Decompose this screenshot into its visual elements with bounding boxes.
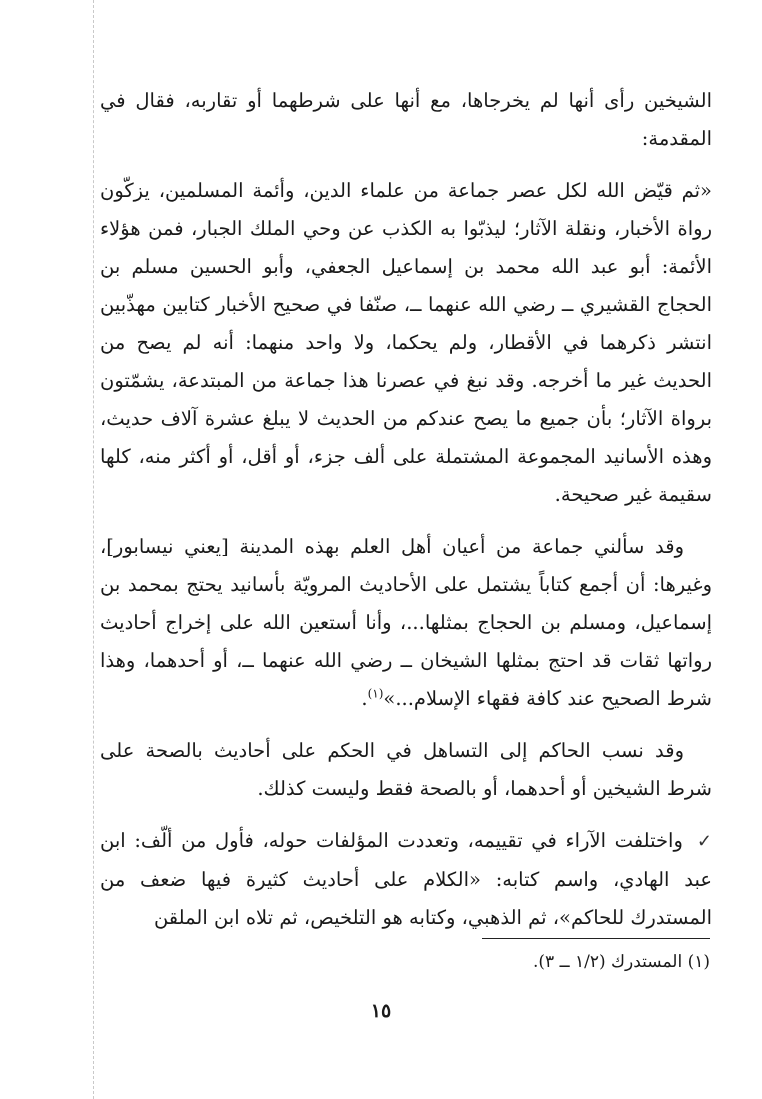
paragraph-1-text: الشيخين رأى أنها لم يخرجاها، مع أنها على شرطهما أو تقاربه، فقال في المقدمة: <box>100 89 712 150</box>
page-number: ١٥ <box>370 1000 392 1022</box>
footnote: (١) المستدرك (١/٢ ــ ٣). <box>533 952 710 972</box>
paragraph-4 <box>100 732 712 808</box>
page-edge-line <box>93 0 94 1099</box>
main-text-block <box>100 82 712 937</box>
paragraph-4-text: وقد نسب الحاكم إلى التساهل في الحكم على أحاديث بالصحة على شرط الشيخين أو أحدهما، أو بالصحة فقط وليست كذلك. <box>100 739 712 800</box>
paragraph-3-end: . <box>361 687 368 710</box>
footnote-divider <box>482 938 710 939</box>
paragraph-3-text: وقد سألني جماعة من أعيان أهل العلم بهذه المدينة [يعني نيسابور]، وغيرها: أن أجمع كتاباً يشتمل على الأحاديث المرويّة بأسانيد يحتج بمحمد بن إسماعيل، ومسلم بن الحجاج بمثلها...، وأنا أستعين الله على إخراج أحاديث رواتها ثقات قد احتج بمثلها الشيخان ــ رضي الله عنهما ــ، أو أحدهما، وهذا شرط الصحيح عند كافة فقهاء الإسلام...» <box>100 535 712 710</box>
checkmark-icon: ✓ <box>696 831 712 852</box>
paragraph-5-text: واختلفت الآراء في تقييمه، وتعددت المؤلفات حوله، فأول من ألّف: ابن عبد الهادي، واسم كتابه: «الكلام على أحاديث كثيرة فيها ضعف من المستدرك للحاكم»، ثم الذهبي، وكتابه هو التلخيص، ثم تلاه ابن الملقن <box>100 829 712 929</box>
footnote-reference: (١) <box>367 686 384 701</box>
paragraph-3-quote <box>100 528 712 718</box>
paragraph-1 <box>100 82 712 158</box>
paragraph-2-text: «ثم قيّض الله لكل عصر جماعة من علماء الدين، وأئمة المسلمين، يزكّون رواة الأخبار، ونقلة الآثار؛ ليذبّوا به الكذب عن وحي الملك الجبار، فمن هؤلاء الأئمة: أبو عبد الله محمد بن إسماعيل الجعفي، وأبو الحسين مسلم بن الحجاج القشيري ــ رضي الله عنهما ــ، صنّفا في صحيح الأخبار كتابين مهذّبين انتشر ذكرهما في الأقطار، ولم يحكما، ولا واحد منهما: أنه لم يصح من الحديث غير ما أخرجه. وقد نبغ في عصرنا هذا جماعة من المبتدعة، يشمّتون برواة الآثار؛ بأن جميع ما يصح عندكم من الحديث لا يبلغ عشرة آلاف حديث، وهذه الأسانيد المجموعة المشتملة على ألف جزء، أو أقل، أو أكثر منه، كلها سقيمة غير صحيحة. <box>100 179 712 506</box>
paragraph-5 <box>100 822 712 937</box>
paragraph-2-quote <box>100 172 712 514</box>
